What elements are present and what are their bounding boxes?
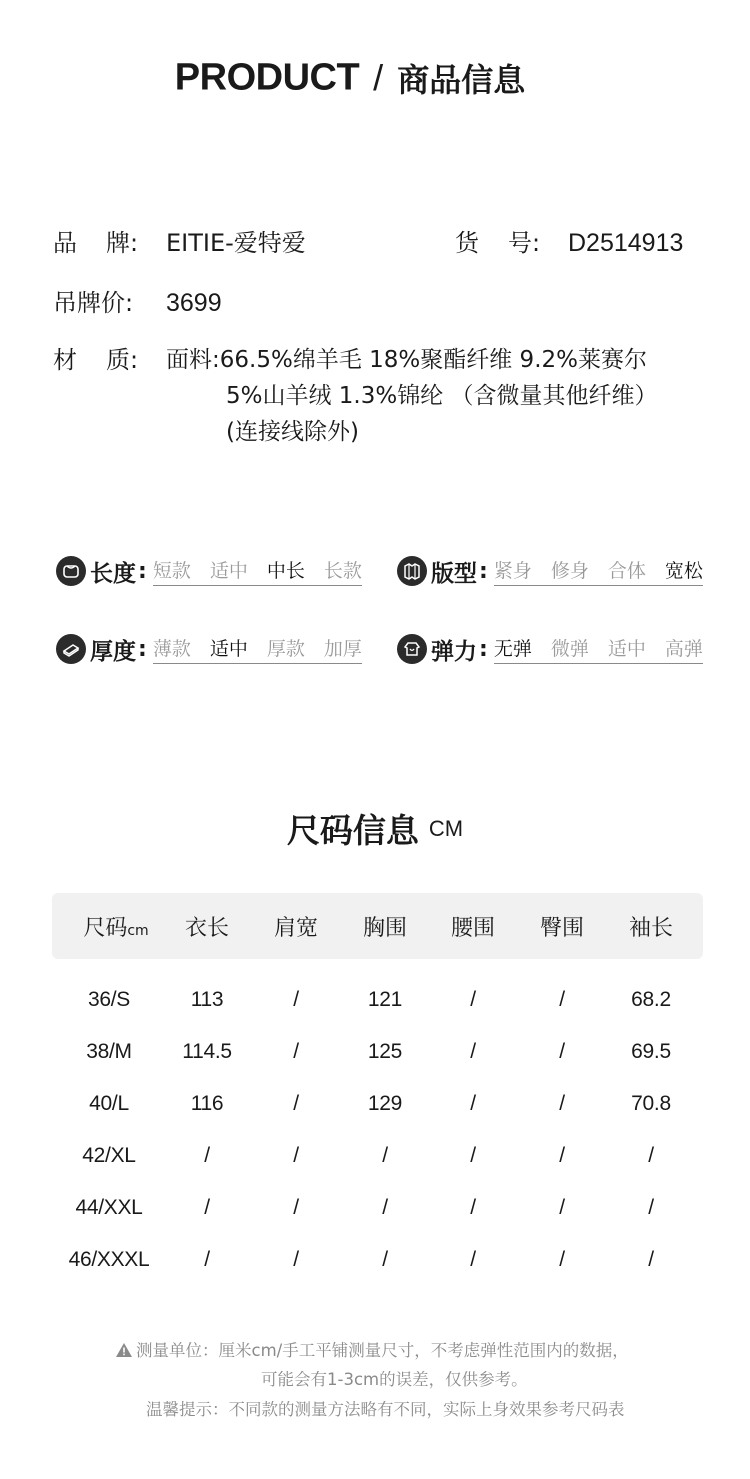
material-line-1: 面料:66.5%绵羊毛 18%聚酯纤维 9.2%莱赛尔 [166,347,647,373]
page-title [0,55,700,101]
size-table-header [52,893,703,959]
option-long: 长款 [323,560,362,582]
attribute-label: 版型 [431,560,477,587]
material-label: 材 质: [53,346,139,374]
header-size: 尺码cm [83,916,149,941]
attribute-stretch: 弹力 : 无弹 微弹 适中 高弹 [397,631,703,667]
option-regular: 合体 [607,560,646,582]
attribute-options [153,556,362,586]
attribute-label: 弹力 [431,638,477,665]
header-sleeve: 袖长 [628,916,673,941]
option-medium-stretch: 适中 [607,638,646,660]
header-shoulder: 肩宽 [273,916,318,941]
option-no-stretch-selected: 无弹 [493,638,532,660]
header-length: 衣长 [184,916,229,941]
measurement-note: 测量单位：厘米cm/手工平铺测量尺寸，不考虑弹性范围内的数据， [115,1337,629,1362]
option-thick: 厚款 [266,638,305,660]
thickness-icon [56,634,86,664]
option-medium: 适中 [209,560,248,582]
stretch-icon [397,634,427,664]
option-thin: 薄款 [152,638,191,660]
size-table-body [0,980,750,1290]
tips-note: 温馨提示：不同款的测量方法略有不同，实际上身效果参考尺码表 [146,1400,625,1419]
price-label: 吊牌价: [53,289,134,317]
header-hip: 臀围 [539,916,584,941]
option-loose-selected: 宽松 [664,560,703,582]
attribute-options [153,634,362,664]
table-row: 36/S 113 / 121 / / 68.2 [88,988,671,1011]
sku-label: 货 号: [455,229,541,257]
title-chinese: 商品信息 [397,61,526,99]
attribute-options [494,634,703,664]
header-waist: 腰围 [450,916,495,941]
warning-icon [115,1342,133,1362]
table-row: 38/M 114.5 / 125 / / 69.5 [86,1040,671,1063]
attribute-options [494,556,703,586]
measurement-note-cont: 可能会有1-3cm的误差，仅供参考。 [261,1370,528,1389]
option-slim: 修身 [550,560,589,582]
size-title: 尺码信息 [286,811,419,850]
option-slight-stretch: 微弹 [550,638,589,660]
table-row: 40/L 116 / 129 / / 70.8 [89,1092,671,1115]
option-short: 短款 [152,560,191,582]
table-row: 42/XL / / / / / / [82,1144,654,1167]
size-section-title [0,805,750,852]
price-value: 3699 [166,289,222,317]
header-chest: 胸围 [362,916,407,941]
attribute-length: 长度 : 短款 适中 中长 长款 [56,553,362,589]
attribute-thickness: 厚度 : 薄款 适中 厚款 加厚 [56,631,362,667]
option-extra-thick: 加厚 [323,638,362,660]
table-row: 44/XXL / / / / / / [75,1196,654,1219]
material-line-3: (连接线除外) [226,419,359,445]
sku-value: D2514913 [568,229,684,257]
option-tight: 紧身 [493,560,532,582]
fit-icon [397,556,427,586]
option-high-stretch: 高弹 [664,638,703,660]
length-icon [56,556,86,586]
table-row: 46/XXXL / / / / / / [68,1248,654,1271]
attribute-label: 长度 [90,560,136,587]
material-line-2: 5%山羊绒 1.3%锦纶 （含微量其他纤维） [226,383,658,409]
attribute-fit: 版型 : 紧身 修身 合体 宽松 [397,553,703,589]
size-unit: CM [428,816,464,841]
option-mid-long-selected: 中长 [266,560,305,582]
brand-label: 品 牌: [53,229,139,257]
option-medium-selected: 适中 [209,638,248,660]
title-english: PRODUCT [174,56,360,99]
brand-value: EITIE-爱特爱 [166,229,306,257]
title-separator: / [373,57,384,98]
attribute-label: 厚度 [90,638,136,665]
